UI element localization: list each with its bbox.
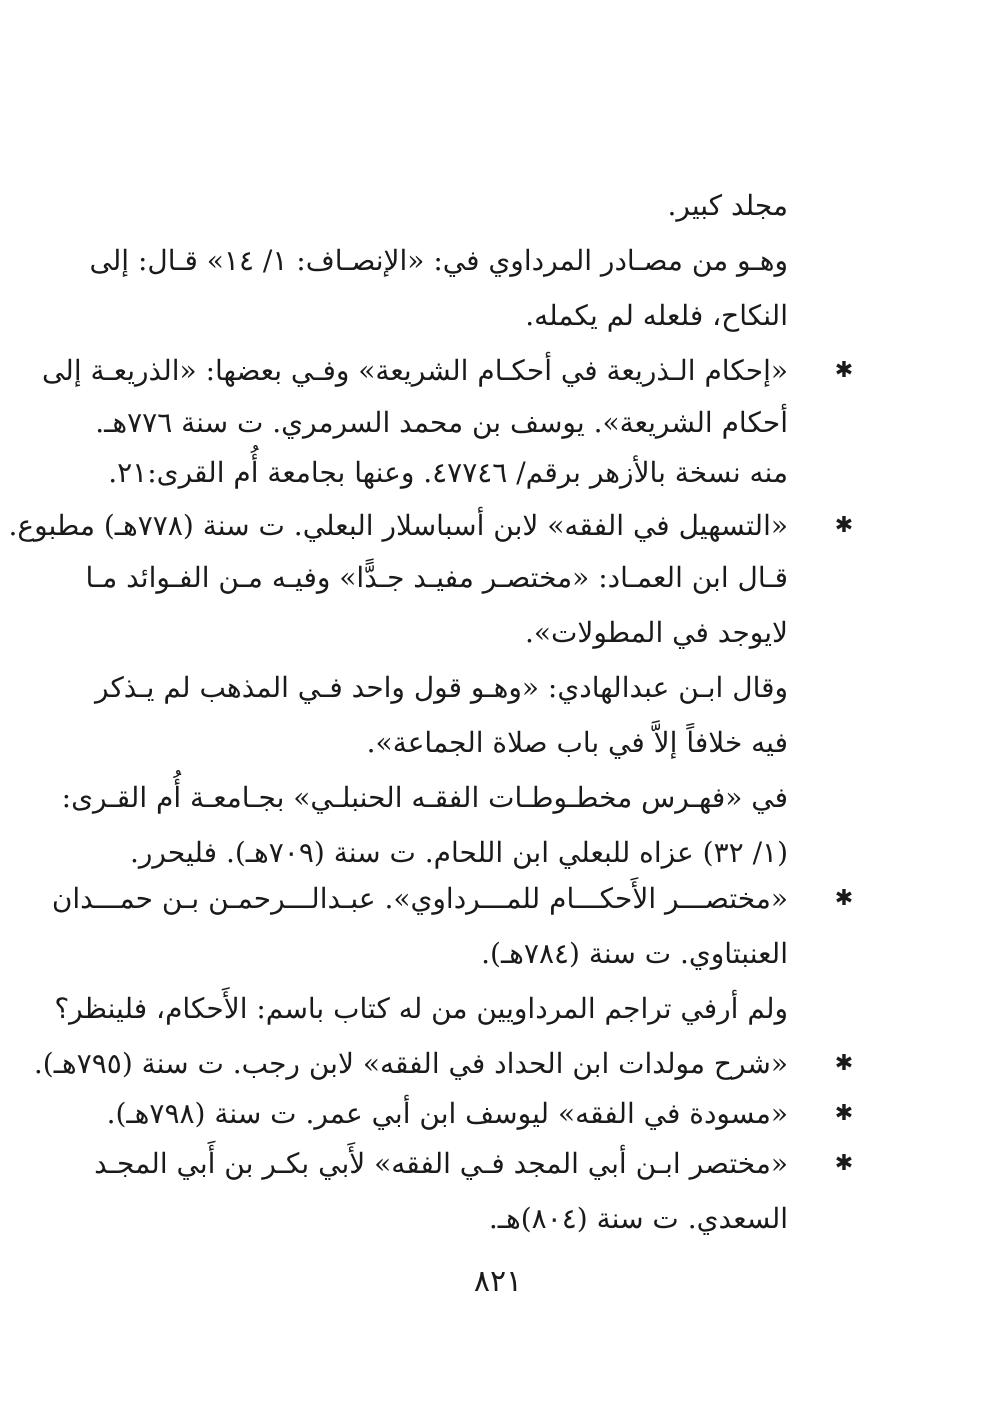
bullet-marker: ✱	[834, 1151, 854, 1176]
bullet-marker: ✱	[834, 1101, 854, 1126]
text-line: «شرح مولدات ابن الحداد في الفقه» لابن رجب. ت سنة (٧٩٥هـ).	[33, 1047, 788, 1080]
text-line: قـال ابن العمـاد: «مختصـر مفيـد جـدًّا» وفيـه مـن الفـوائد مـا	[85, 561, 788, 594]
text-line: في «فهـرس مخطـوطـات الفقـه الحنبلـي» بجـامعـة أُم القـرى:	[61, 781, 788, 814]
bullet-marker: ✱	[834, 886, 854, 911]
text-line: مجلد كبير.	[667, 189, 788, 222]
text-line: «مختصر ابـن أبي المجد فـي الفقه» لأَبي بكـر بن أَبي المجـد	[94, 1147, 788, 1180]
text-line: أحكام الشريعة». يوسف بن محمد السرمري. ت سنة ٧٧٦هـ.	[95, 406, 788, 439]
text-line: النكاح، فلعله لم يكمله.	[525, 299, 788, 332]
page-number: ٨٢١	[473, 1264, 523, 1299]
text-line: «التسهيل في الفقه» لابن أسباسلار البعلي. ت سنة (٧٧٨هـ) مطبوع.	[8, 509, 788, 542]
text-line: (١/ ٣٢) عزاه للبعلي ابن اللحام. ت سنة (٧٠٩هـ). فليحرر.	[130, 836, 788, 869]
text-line: وهـو من مصـادر المرداوي في: «الإنصـاف: ١/ ١٤» قـال: إلى	[89, 244, 788, 277]
text-line: «مسودة في الفقه» ليوسف ابن أبي عمر. ت سنة (٧٩٨هـ).	[106, 1097, 788, 1130]
text-line: السعدي. ت سنة (٨٠٤)هـ.	[488, 1202, 788, 1235]
bullet-marker: ✱	[834, 1051, 854, 1076]
text-line: ولم أرفي تراجم المرداويين من له كتاب باسم: الأَحكام، فلينظر؟	[54, 992, 788, 1025]
text-line: «مختصـــر الأَحكـــام للمـــرداوي». عبـدالـــرحمـن بـن حمـــدان	[51, 882, 788, 915]
text-line: العنبتاوي. ت سنة (٧٨٤هـ).	[481, 937, 788, 970]
text-line: وقال ابـن عبدالهادي: «وهـو قول واحد فـي المذهب لم يـذكر	[95, 671, 788, 704]
bullet-marker: ✱	[834, 513, 854, 538]
text-line: منه نسخة بالأزهر برقم/ ٤٧٧٤٦. وعنها بجامعة أُم القرى:٢١.	[108, 456, 788, 489]
bullet-marker: ✱	[834, 358, 854, 383]
text-line: «إحكام الـذريعة في أحكـام الشريعة» وفـي بعضها: «الذريعـة إلى	[41, 354, 788, 387]
text-line: فيه خلافاً إلاَّ في باب صلاة الجماعة».	[366, 726, 788, 759]
text-line: لايوجد في المطولات».	[524, 616, 788, 649]
